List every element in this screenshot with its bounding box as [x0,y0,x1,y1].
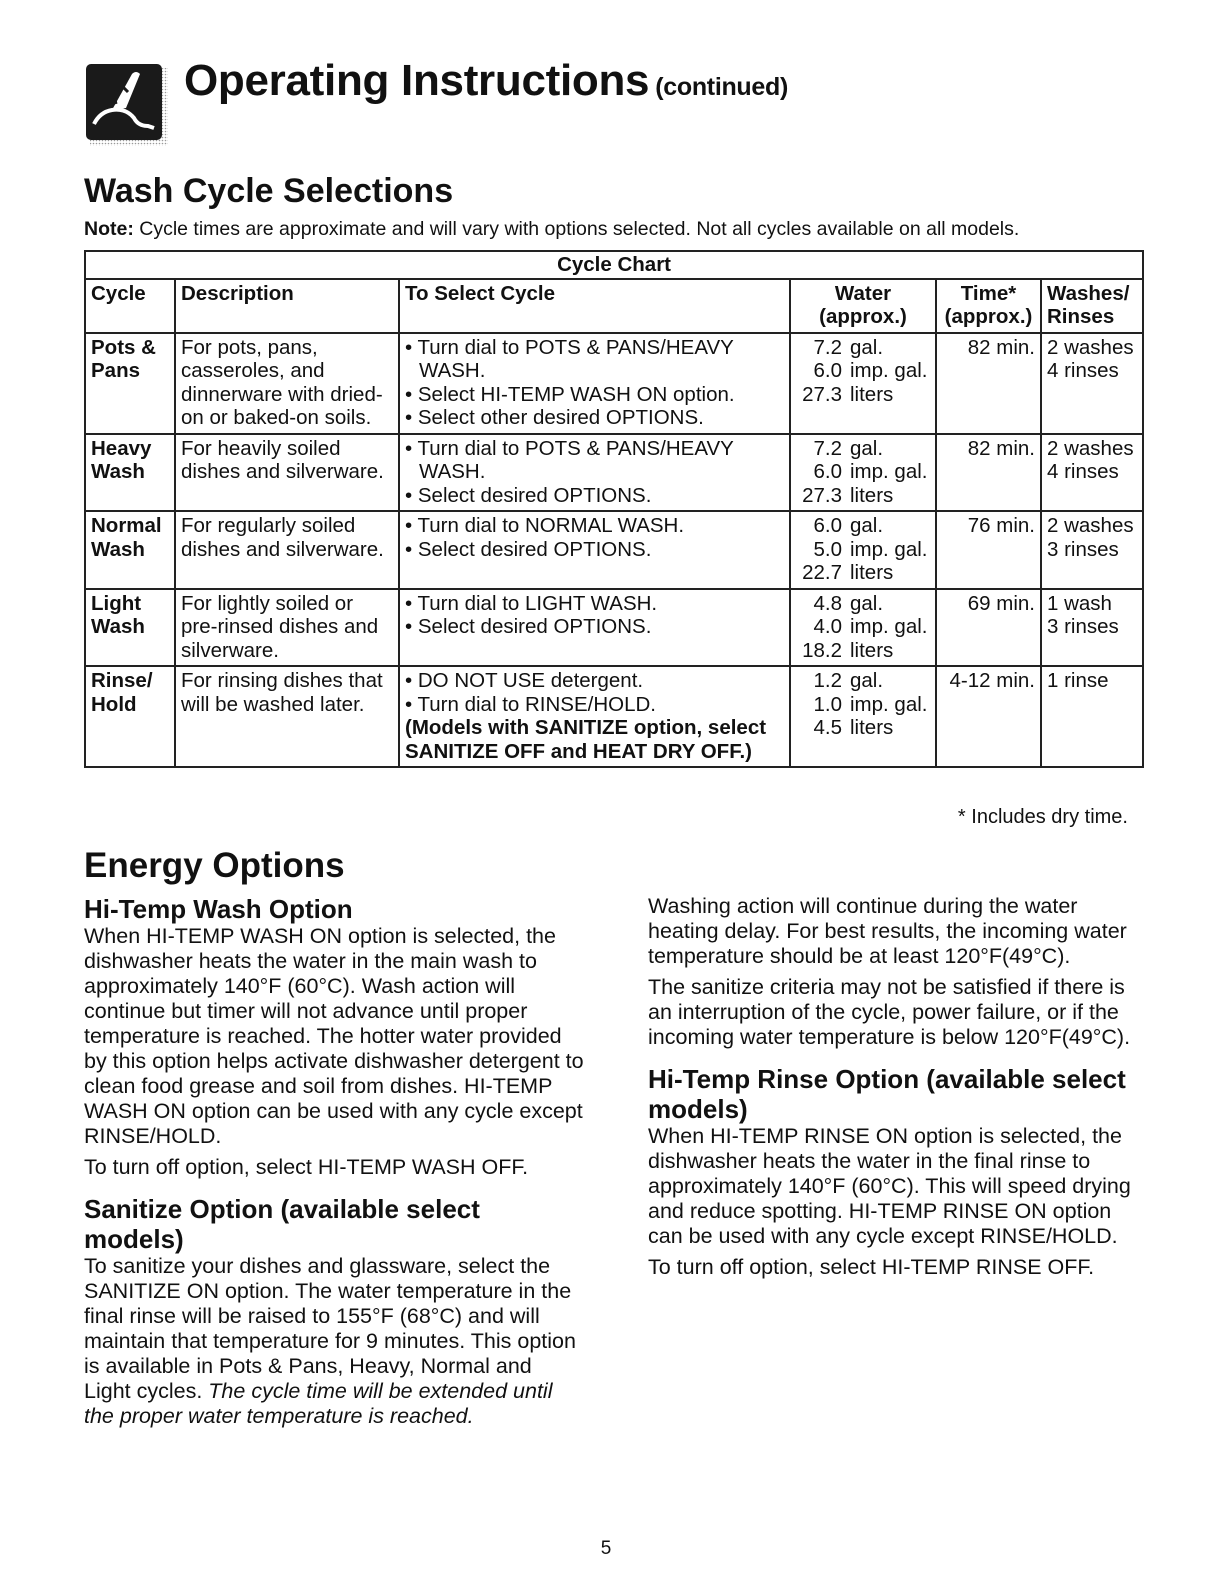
hitemp-rinse-off-text: To turn off option, select HI-TEMP RINSE OFF. [648,1255,1095,1279]
cycle-time: 4-12 min. [936,666,1041,767]
water-amount: 1.0 [813,692,842,716]
sanitize-criteria-text: The sanitize criteria may not be satisfied if there is an interruption of the cycle, power failure, or if the incoming water temperature is below 120°F(49°C). [648,975,1131,1049]
cycle-steps [399,511,790,589]
cell-line: Wash [91,537,145,561]
cycle-description [175,666,399,767]
water-line [796,336,930,360]
cell-line: Light [91,591,142,615]
hitemp-wash-text: When HI-TEMP WASH ON option is selected, the dishwasher heats the water in the main wash to approximately 140°F (60°C). Wash action will continue but timer will not advance until proper temperature is reached. The hotter water provided by this option helps activate dishwasher detergent to clean food grease and soil from dishes. HI-TEMP WASH ON option can be used with any cycle except RINSE/HOLD. [84,924,584,1148]
header-water: Water (approx.) [790,279,936,333]
cell-line: silverware. [181,638,279,662]
cell-line: • Turn dial to NORMAL WASH. [405,514,685,537]
cycle-washes [1041,434,1143,512]
water-line [796,383,930,407]
cycle-time: 82 min. [936,333,1041,434]
cycle-washes [1041,333,1143,434]
cycle-steps [399,333,790,434]
water-unit: gal. [850,591,884,615]
cell-line: 3 rinses [1047,537,1119,561]
cell-line: • Select desired OPTIONS. [405,537,652,561]
cell-line: Wash [91,460,145,483]
water-line [796,693,930,717]
water-unit: liters [850,716,894,739]
cell-line: • Select desired OPTIONS. [405,615,652,638]
cell-line: • Turn dial to POTS & PANS/HEAVY [405,335,734,359]
cycle-water [790,589,936,667]
water-line [796,437,930,461]
water-amount: 27.3 [802,483,842,507]
cycle-note [84,218,1144,241]
cell-line: • Turn dial to LIGHT WASH. [405,591,658,615]
cell-line: Rinse/ [91,669,153,692]
chart-title: Cycle Chart [85,251,1143,279]
sanitize-heading: Sanitize Option (available select models) [84,1194,480,1254]
hand-dish-icon [86,64,168,146]
cycle-name [85,511,175,589]
cell-line: Pans [91,359,140,382]
cell-line: For regularly soiled [181,514,356,537]
table-row [85,333,1143,434]
cell-line: Hold [91,692,137,716]
cycle-description [175,333,399,434]
water-line [796,669,930,693]
cell-line: For rinsing dishes that [181,669,383,692]
dry-time-footnote: * Includes dry time. [957,806,1128,828]
water-unit: imp. gal. [850,537,928,561]
hitemp-wash-heading: Hi-Temp Wash Option [84,894,353,924]
cell-line: (Models with SANITIZE option, select [405,716,767,739]
cycle-steps [399,434,790,512]
cell-line: Heavy [91,436,152,460]
cycle-description [175,589,399,667]
cycle-time: 82 min. [936,434,1041,512]
water-amount: 6.0 [813,460,842,483]
water-unit: imp. gal. [850,692,928,716]
cell-line: on or baked-on soils. [181,406,372,429]
page-number: 5 [600,1538,612,1559]
cell-line: Normal [91,514,162,537]
water-amount: 6.0 [813,359,842,382]
water-amount: 6.0 [813,514,842,537]
water-amount: 7.2 [813,335,842,359]
water-amount: 4.8 [813,591,842,615]
water-unit: gal. [850,335,884,359]
water-line [796,592,930,616]
water-amount: 4.5 [813,716,842,739]
water-amount: 4.0 [813,615,842,638]
cell-line: 1 rinse [1047,669,1109,692]
hitemp-rinse-heading: Hi-Temp Rinse Option (available select models) [648,1064,1126,1124]
cycle-water [790,666,936,767]
water-line [796,639,930,663]
header-to-select: To Select Cycle [399,279,790,333]
cell-line: • Turn dial to POTS & PANS/HEAVY [405,436,734,460]
cell-line: For lightly soiled or [181,591,354,615]
note-text: Cycle times are approximate and will vary with options selected. Not all cycles available on all models. [139,218,1020,240]
header-washes: Washes/ Rinses [1041,279,1143,333]
cycle-chart-table [84,250,1144,768]
cycle-steps [399,589,790,667]
cycle-washes [1041,589,1143,667]
cell-line: • Turn dial to RINSE/HOLD. [405,692,656,716]
cell-line: • Select desired OPTIONS. [405,483,652,507]
cell-line: WASH. [419,359,486,382]
cell-line: • DO NOT USE detergent. [405,669,644,692]
cell-line: Pots & [91,335,156,359]
page-title-text: Operating Instructions [184,56,650,105]
sanitize-text [84,1254,584,1429]
water-line [796,514,930,538]
water-amount: 22.7 [802,561,842,584]
page-title [184,56,788,106]
table-row [85,511,1143,589]
water-amount: 18.2 [802,638,842,662]
water-line [796,561,930,585]
water-unit: liters [850,561,894,584]
cell-line: • Select HI-TEMP WASH ON option. [405,382,735,406]
wash-cycle-title: Wash Cycle Selections [84,172,454,210]
header-time: Time* (approx.) [936,279,1041,333]
cycle-description [175,434,399,512]
cell-line: WASH. [419,460,486,483]
water-line [796,484,930,508]
cycle-washes [1041,511,1143,589]
cycle-water [790,333,936,434]
energy-left-column [84,894,584,1435]
cell-line: dinnerware with dried- [181,382,383,406]
cycle-name [85,333,175,434]
cell-line: 2 washes [1047,335,1134,359]
water-unit: imp. gal. [850,615,928,638]
cell-line: dishes and silverware. [181,460,384,483]
hitemp-wash-off-text: To turn off option, select HI-TEMP WASH OFF. [84,1155,529,1179]
water-unit: liters [850,638,894,662]
cell-line: For heavily soiled [181,436,341,460]
cycle-washes [1041,666,1143,767]
water-unit: imp. gal. [850,460,928,483]
cell-line: • Select other desired OPTIONS. [405,406,704,429]
header-description: Description [175,279,399,333]
water-amount: 5.0 [813,537,842,561]
water-line [796,615,930,639]
hitemp-rinse-text: When HI-TEMP RINSE ON option is selected, the dishwasher heats the water in the final rinse to approximately 140°F (60°C). This will speed drying and reduce spotting. HI-TEMP RINSE ON option can be used with any cycle except RINSE/HOLD. [648,1124,1131,1248]
table-row [85,589,1143,667]
energy-options-title: Energy Options [84,846,345,885]
cell-line: 4 rinses [1047,460,1119,483]
water-amount: 7.2 [813,436,842,460]
cycle-water [790,511,936,589]
cell-line: casseroles, and [181,359,325,382]
sanitize-text-main: To sanitize your dishes and glassware, select the SANITIZE ON option. The water temperature in the final rinse will be raised to 155°F (68°C) and will maintain that temperature for 9 minutes. This option is available in Pots & Pans, Heavy, Normal and Light cycles. [84,1254,576,1403]
cycle-water [790,434,936,512]
cell-line: SANITIZE OFF and HEAT DRY OFF.) [405,739,752,763]
cycle-name [85,589,175,667]
cell-line: will be washed later. [181,692,365,716]
cycle-name [85,666,175,767]
table-row [85,434,1143,512]
note-label: Note: [84,218,134,240]
water-unit: liters [850,483,894,507]
water-unit: gal. [850,514,884,537]
header-cycle: Cycle [85,279,175,333]
sanitize-text-italic: The cycle time will be extended until the proper water temperature is reached. [84,1379,553,1428]
table-header-row [85,279,1143,333]
cell-line: dishes and silverware. [181,537,384,561]
page-title-suffix: (continued) [655,73,789,101]
table-row [85,666,1143,767]
cell-line: Wash [91,615,145,638]
water-unit: imp. gal. [850,359,928,382]
cycle-description [175,511,399,589]
cell-line: For pots, pans, [181,335,318,359]
cycle-time: 69 min. [936,589,1041,667]
water-unit: liters [850,382,894,406]
cell-line: 1 wash [1047,591,1112,615]
water-line [796,460,930,484]
water-amount: 27.3 [802,382,842,406]
cycle-time: 76 min. [936,511,1041,589]
cycle-name [85,434,175,512]
cell-line: pre-rinsed dishes and [181,615,379,638]
water-line [796,538,930,562]
water-amount: 1.2 [813,669,842,692]
water-unit: gal. [850,669,884,692]
energy-right-column [648,894,1148,1286]
cell-line: 3 rinses [1047,615,1119,638]
heating-delay-text: Washing action will continue during the water heating delay. For best results, the incoming water temperature should be at least 120°F(49°C). [648,894,1127,968]
cycle-steps [399,666,790,767]
water-unit: gal. [850,436,884,460]
cell-line: 2 washes [1047,514,1134,537]
cell-line: 2 washes [1047,436,1134,460]
water-line [796,716,930,740]
cell-line: 4 rinses [1047,359,1119,382]
water-line [796,359,930,383]
